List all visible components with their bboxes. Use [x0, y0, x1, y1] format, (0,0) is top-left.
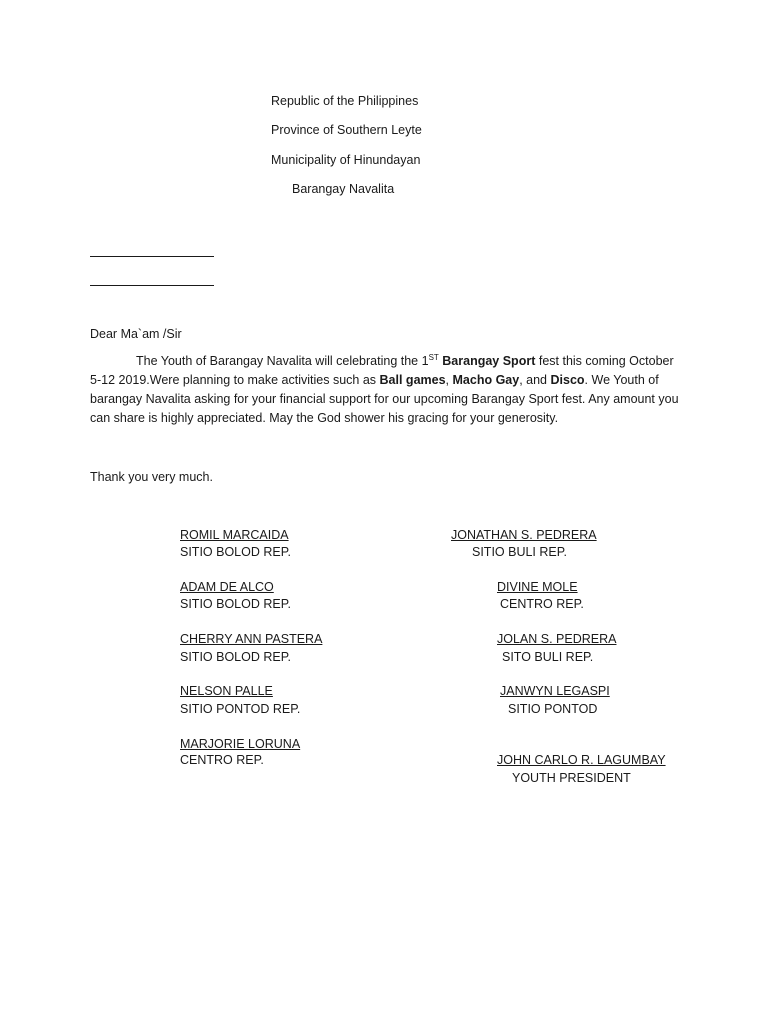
closing: Thank you very much.	[90, 470, 213, 484]
signatory-name: JANWYN LEGASPI	[500, 684, 610, 698]
signatory-role: SITO BULI REP.	[502, 650, 594, 664]
signatory-name: DIVINE MOLE	[497, 580, 578, 594]
signatory-name: JOLAN S. PEDRERA	[497, 632, 617, 646]
body-bold-machogay: Macho Gay	[452, 373, 520, 387]
signatory-name: JONATHAN S. PEDRERA	[451, 528, 597, 542]
signatory-role: SITIO PONTOD REP.	[180, 702, 301, 716]
signatory-role: SITIO BOLOD REP.	[180, 545, 291, 559]
header-line-municipality: Municipality of Hinundayan	[271, 153, 421, 167]
salutation: Dear Ma`am /Sir	[90, 327, 182, 341]
header-line-country: Republic of the Philippines	[271, 94, 419, 108]
signatory-name: MARJORIE LORUNA	[180, 737, 301, 751]
body-bold-ballgames: Ball games	[379, 373, 446, 387]
ordinal-superscript: ST	[428, 353, 439, 362]
signatory-name: NELSON PALLE	[180, 684, 273, 698]
signatory-role: SITIO BOLOD REP.	[180, 597, 291, 611]
signatory-name: CHERRY ANN PASTERA	[180, 632, 323, 646]
header-line-barangay: Barangay Navalita	[292, 182, 395, 196]
header-line-province: Province of Southern Leyte	[271, 123, 422, 137]
recipient-address-line	[90, 285, 214, 286]
signatory-name: JOHN CARLO R. LAGUMBAY	[497, 753, 666, 767]
signatory-role: SITIO BOLOD REP.	[180, 650, 291, 664]
signatory-role: CENTRO REP.	[500, 597, 584, 611]
body-text-1: The Youth of Barangay Navalita will celebrating the 1	[136, 354, 429, 368]
signatory-role: YOUTH PRESIDENT	[512, 771, 631, 785]
signatory-name: ADAM DE ALCO	[180, 580, 274, 594]
signatory-role: CENTRO REP.	[180, 753, 264, 767]
body-bold-sportfest: Barangay Sport	[442, 354, 536, 368]
signatory-name: ROMIL MARCAIDA	[180, 528, 289, 542]
recipient-name-line	[90, 256, 214, 257]
body-bold-disco: Disco	[550, 373, 585, 387]
signatory-role: SITIO BULI REP.	[472, 545, 567, 559]
signatory-role: SITIO PONTOD	[508, 702, 598, 716]
body-and: , and	[519, 373, 548, 387]
body-comma: ,	[445, 373, 450, 387]
body-text-3: . We Youth of barangay Navalita asking for your financial support for our upcoming Barangay Sport fest. Any amount you can share is highly appreciated. May the God shower his gracing for your generosity.	[90, 373, 679, 425]
letter-body	[90, 352, 680, 428]
body-text-2: fest this coming October 5-12 2019.Were planning to make activities such as	[90, 354, 674, 387]
